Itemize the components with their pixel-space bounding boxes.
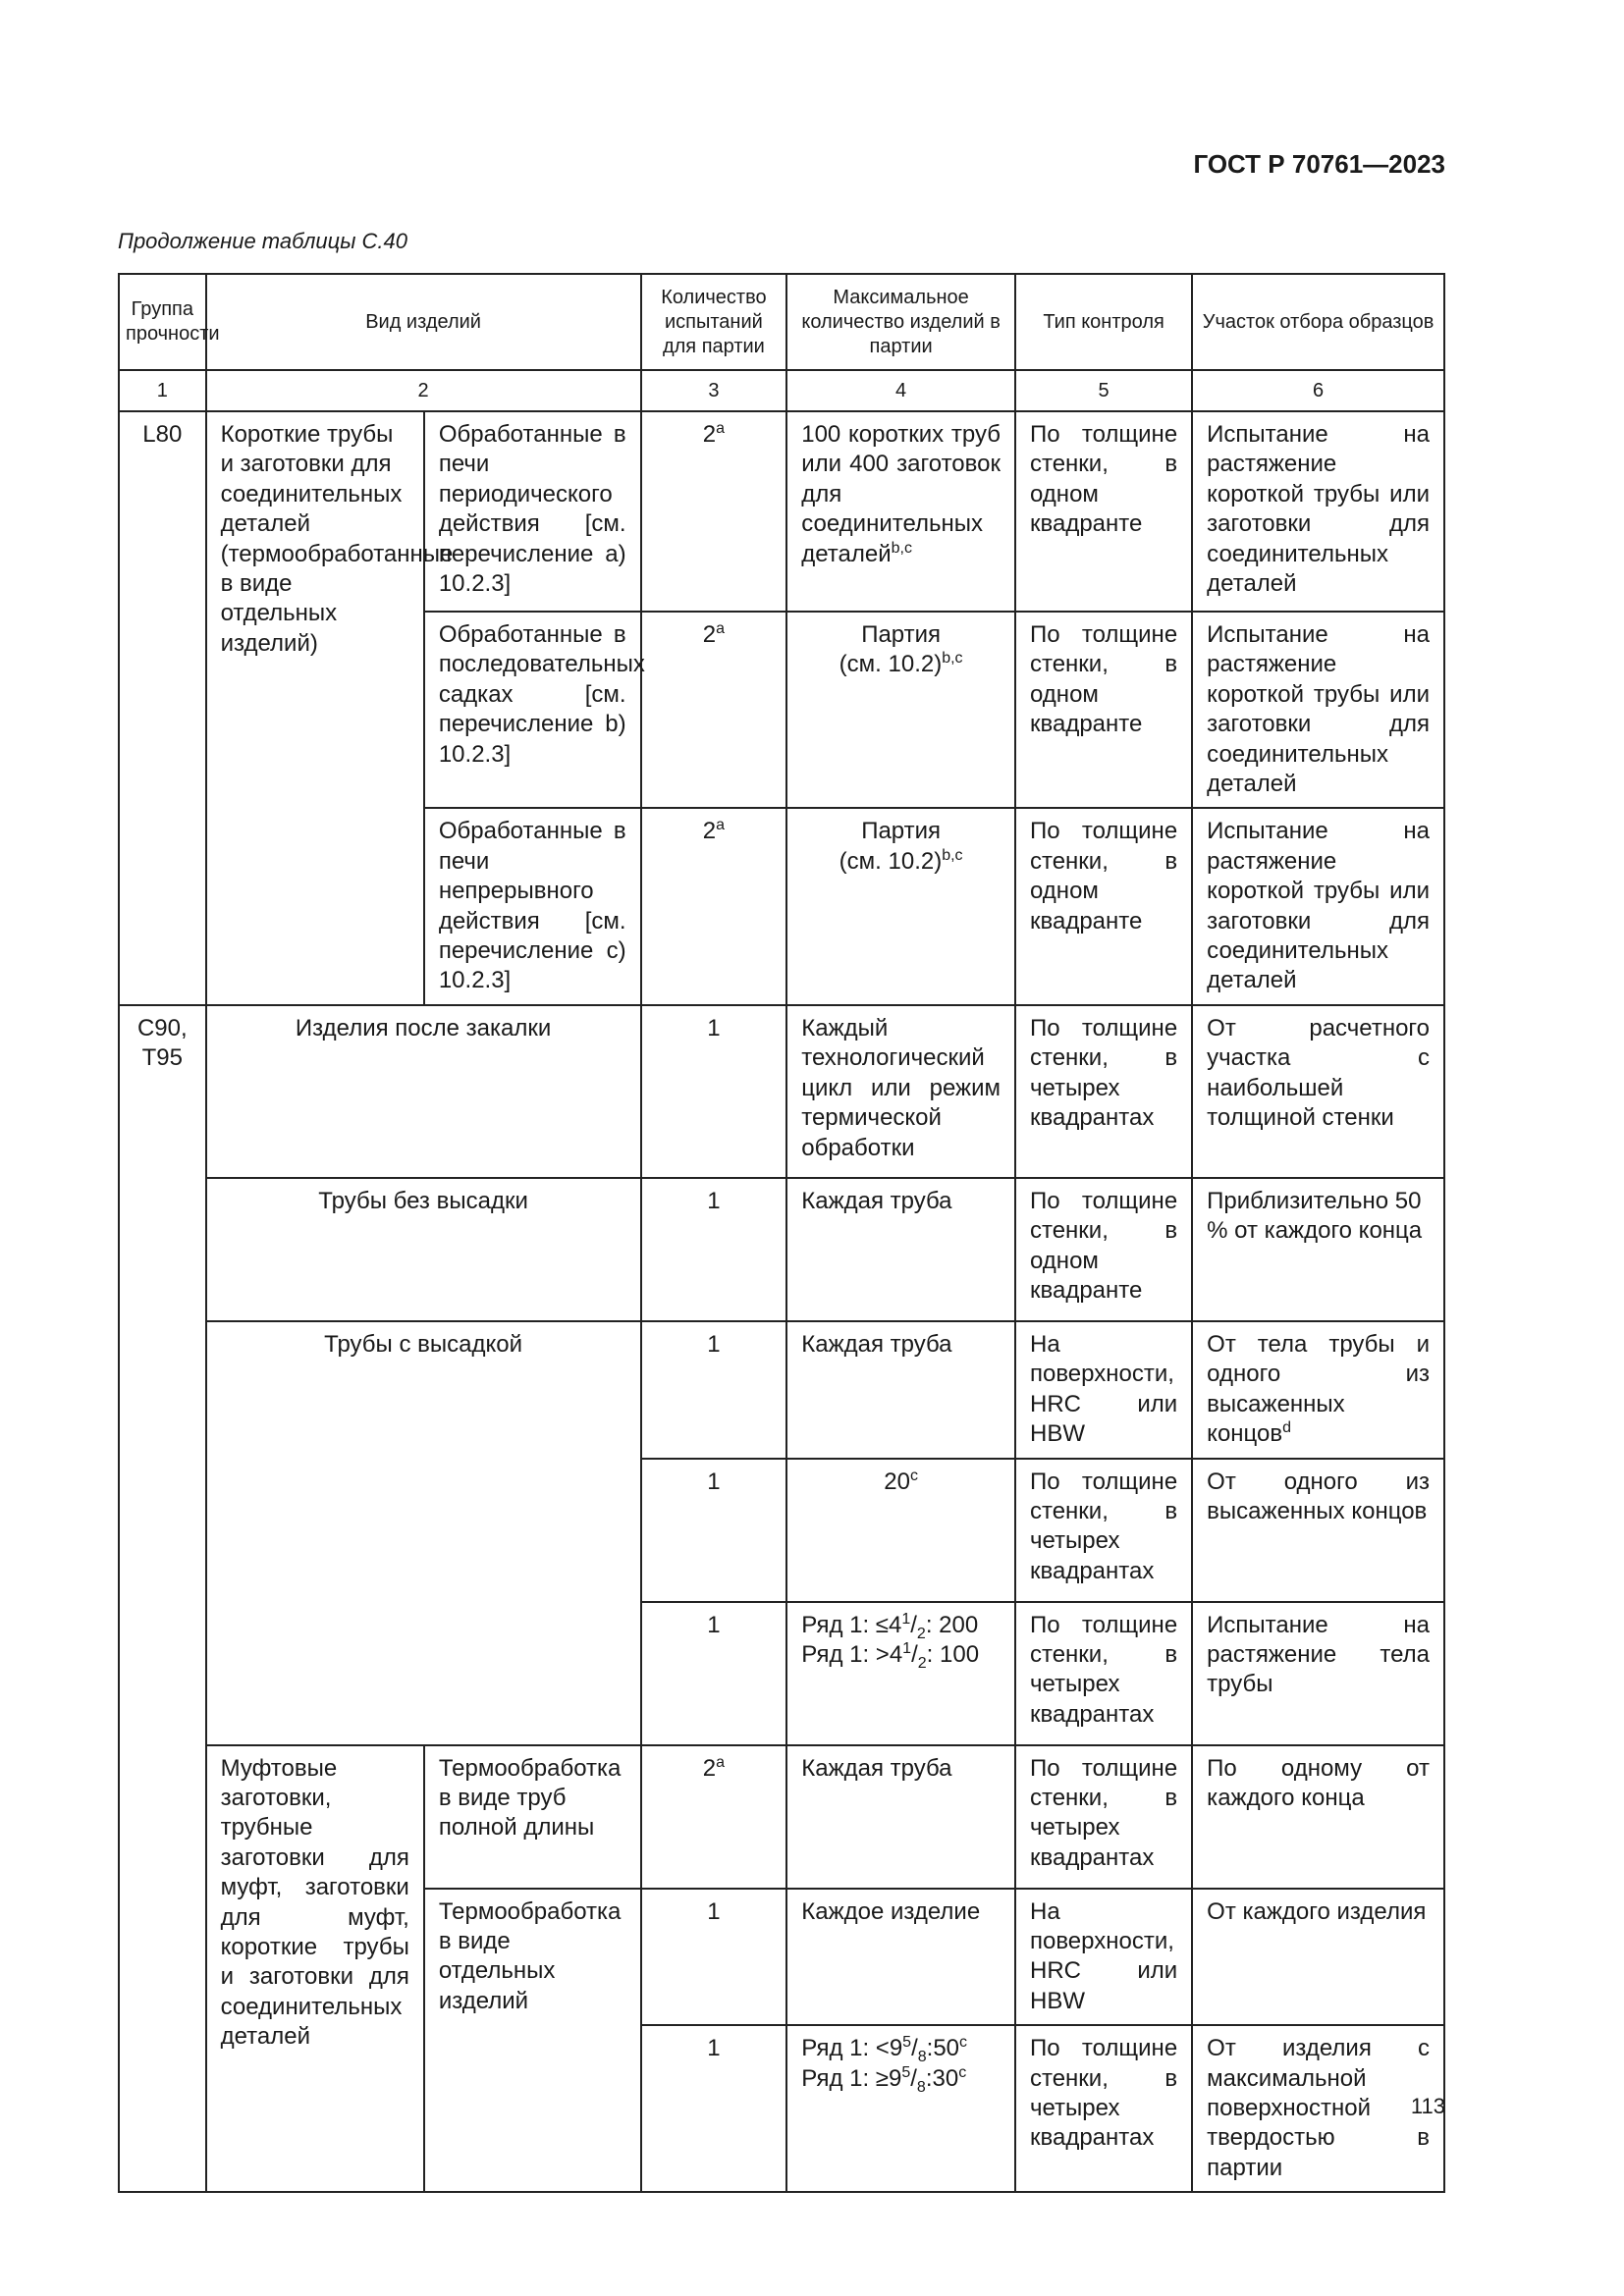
product-kind-cell: Трубы без высадки [206, 1178, 641, 1321]
page-number: 113 [1410, 2094, 1445, 2118]
table-c40 [118, 273, 1445, 2193]
col-number: 3 [641, 370, 787, 411]
max-cell: Партия (см. 10.2)$^{b,c}$ [786, 612, 1015, 808]
tests-cell: 2$^a$ [641, 411, 787, 612]
grade-cell: L80 [119, 411, 206, 1005]
area-cell: От каждого изделия [1192, 1889, 1444, 2026]
area-cell: По одному от каждого конца [1192, 1745, 1444, 1889]
header-max: Максимальное количество изделий в партии [786, 274, 1015, 370]
header-product: Вид изделий [206, 274, 641, 370]
tests-cell: 1 [641, 1602, 787, 1745]
control-cell: По толщине стенки, в четырех квадрантах [1015, 2025, 1192, 2192]
area-cell: Испытание на растяжение тела трубы [1192, 1602, 1444, 1745]
control-cell: На поверхности, HRC или HBW [1015, 1889, 1192, 2026]
max-cell: Ряд 1: $\le 4^1/_2$: 200 Ряд 1: $>4^1/_2$: 100 [786, 1602, 1015, 1745]
area-cell: Испытание на растяжение короткой трубы или заготовки для соединительных деталей [1192, 411, 1444, 612]
max-cell: Каждая труба [786, 1178, 1015, 1321]
tests-cell: 1 [641, 1178, 787, 1321]
area-cell: Приблизительно 50 % от каждого конца [1192, 1178, 1444, 1321]
table-row [119, 1745, 1444, 1889]
header-group: Группа прочности [119, 274, 206, 370]
col-number: 5 [1015, 370, 1192, 411]
tests-cell: 1 [641, 1321, 787, 1459]
col-number: 6 [1192, 370, 1444, 411]
col-number: 2 [206, 370, 641, 411]
tests-cell: 2$^a$ [641, 808, 787, 1004]
product-kind-cell: Муфтовые заготовки, трубные заготовки для муфт, заготовки для муфт, короткие трубы и заготовки для соединительных деталей [206, 1745, 424, 2193]
tests-cell: 2$^a$ [641, 612, 787, 808]
product-sub-cell: Термообработка в виде труб полной длины [424, 1745, 641, 1889]
control-cell: По толщине стенки, в одном квадранте [1015, 612, 1192, 808]
table-caption: Продолжение таблицы С.40 [118, 229, 407, 253]
control-cell: По толщине стенки, в четырех квадрантах [1015, 1459, 1192, 1602]
tests-cell: 1 [641, 2025, 787, 2192]
header-tests: Количество испытаний для партии [641, 274, 787, 370]
control-cell: По толщине стенки, в одном квадранте [1015, 808, 1192, 1004]
max-cell: Каждая труба [786, 1321, 1015, 1459]
max-cell: 20$^c$ [786, 1459, 1015, 1602]
col-number: 4 [786, 370, 1015, 411]
product-kind-cell: Трубы с высадкой [206, 1321, 641, 1745]
max-cell: Каждая труба [786, 1745, 1015, 1889]
grade-cell: С90, Т95 [119, 1005, 206, 2192]
header-area: Участок отбора образцов [1192, 274, 1444, 370]
product-kind-cell: Изделия после закалки [206, 1005, 641, 1178]
area-cell: Испытание на растяжение короткой трубы или заготовки для соединительных деталей [1192, 808, 1444, 1004]
standard-number: ГОСТ Р 70761—2023 [1193, 149, 1445, 179]
area-cell: От расчетного участка с наибольшей толщиной стенки [1192, 1005, 1444, 1178]
product-kind-cell: Короткие трубы и заготовки для соединительных деталей (термообработанные в виде отдельных изделий) [206, 411, 424, 1005]
table-row [119, 411, 1444, 612]
tests-cell: 1 [641, 1889, 787, 2026]
product-sub-cell: Обработанные в печи периодического действия [см. перечисление а) 10.2.3] [424, 411, 641, 612]
tests-cell: 2$^a$ [641, 1745, 787, 1889]
max-cell: Партия (см. 10.2)$^{b,c}$ [786, 808, 1015, 1004]
control-cell: По толщине стенки, в четырех квадрантах [1015, 1745, 1192, 1889]
product-sub-cell: Термообработка в виде отдельных изделий [424, 1889, 641, 2193]
product-sub-cell: Обработанные в печи непрерывного действия [см. перечисление с) 10.2.3] [424, 808, 641, 1004]
max-cell: Каждое изделие [786, 1889, 1015, 2026]
area-cell: От изделия с максимальной поверхностной твердостью в партии [1192, 2025, 1444, 2192]
max-cell: Ряд 1: $<9^5/_8:50^c$ Ряд 1: $\ge 9^5/_8:30^c$ [786, 2025, 1015, 2192]
area-cell: Испытание на растяжение короткой трубы или заготовки для соединительных деталей [1192, 612, 1444, 808]
control-cell: По толщине стенки, в четырех квадрантах [1015, 1602, 1192, 1745]
area-cell: От одного из высаженных концов [1192, 1459, 1444, 1602]
control-cell: На поверхности, HRC или HBW [1015, 1321, 1192, 1459]
control-cell: По толщине стенки, в одном квадранте [1015, 411, 1192, 612]
header-control: Тип контроля [1015, 274, 1192, 370]
table-row [119, 1005, 1444, 1178]
table-row [119, 1178, 1444, 1321]
product-sub-cell: Обработанные в последовательных садках [см. перечисление b) 10.2.3] [424, 612, 641, 808]
tests-cell: 1 [641, 1459, 787, 1602]
max-cell: Каждый технологический цикл или режим термической обработки [786, 1005, 1015, 1178]
area-cell: От тела трубы и одного из высаженных концов$^d$ [1192, 1321, 1444, 1459]
control-cell: По толщине стенки, в четырех квадрантах [1015, 1005, 1192, 1178]
table-row [119, 1321, 1444, 1459]
col-number: 1 [119, 370, 206, 411]
max-cell: 100 коротких труб или 400 заготовок для соединительных деталей$^{b,c}$ [786, 411, 1015, 612]
control-cell: По толщине стенки, в одном квадранте [1015, 1178, 1192, 1321]
tests-cell: 1 [641, 1005, 787, 1178]
